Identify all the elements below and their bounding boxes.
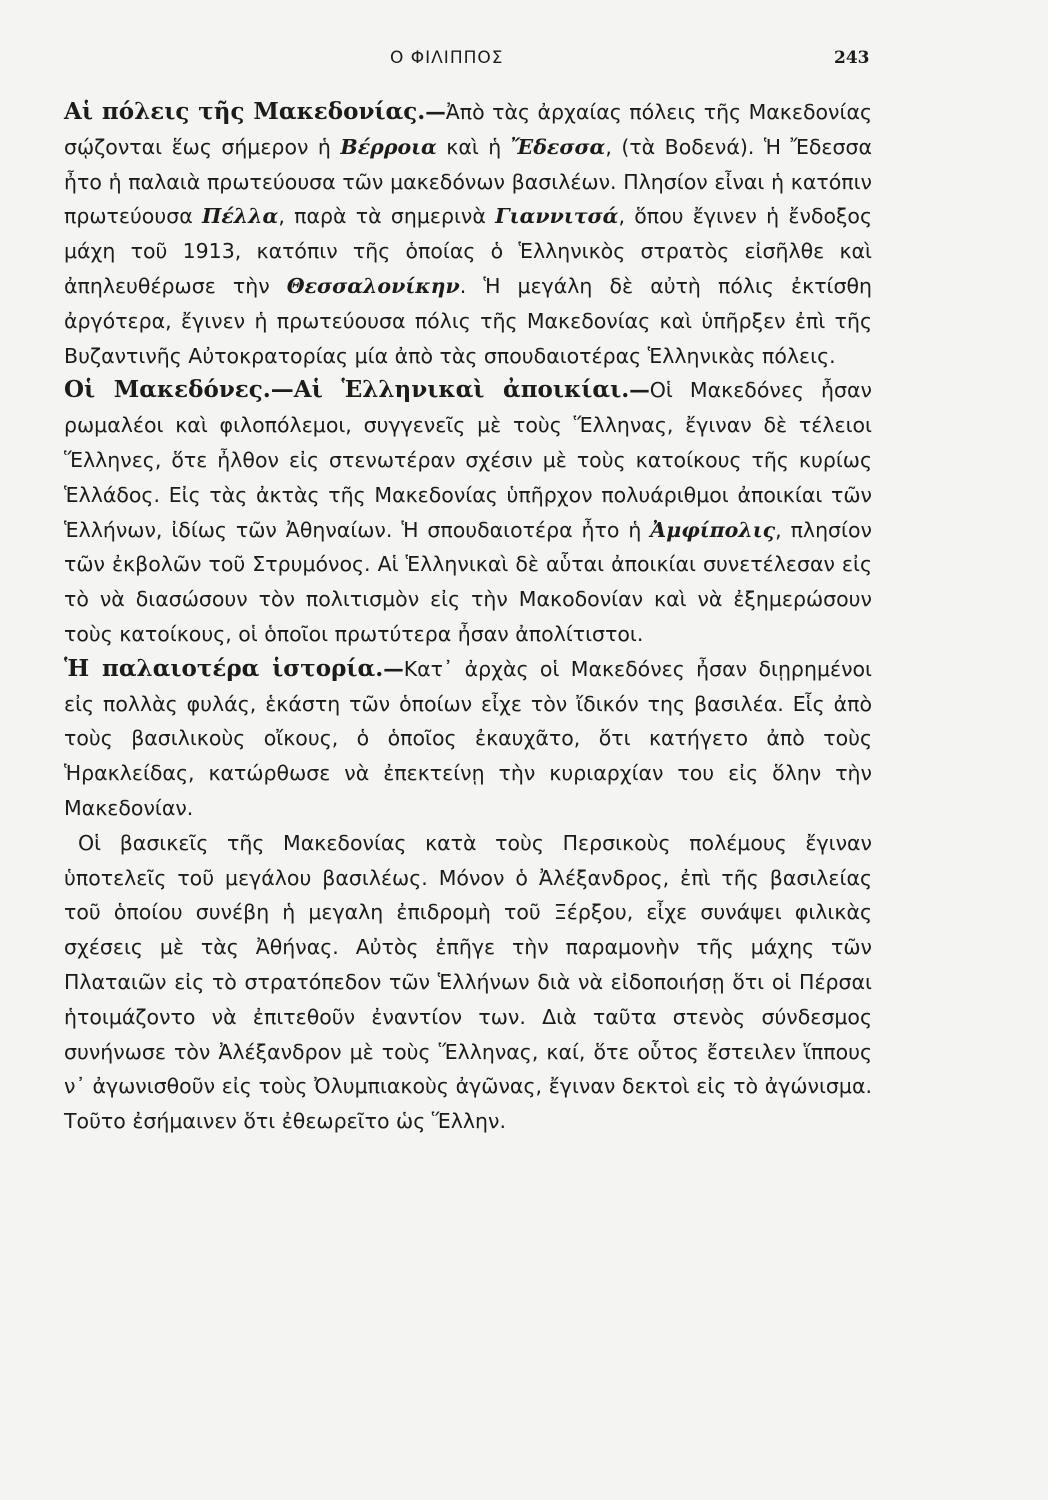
section-paragraph xyxy=(64,373,872,651)
section-heading: Αἱ πόλεις τῆς Μακεδονίας. xyxy=(64,98,426,125)
emphasized-place-name: Βέρροια xyxy=(340,134,437,159)
emphasized-place-name: Ἔδεσσα xyxy=(510,134,606,159)
text-run: . Ἡ μεγάλη δὲ αὐτὴ πόλις ἐκτίσθη ἀργότερα, ἔγινεν ἡ πρωτεύουσα πόλις τῆς Μακεδονίας καὶ ὑπῆρξεν ἐπὶ τῆς Βυζαντινῆς Αὐτοκρατορίας μία ἀπὸ τὰς σπουδαιοτέρας Ἑλληνικὰς πόλεις. xyxy=(64,273,872,368)
text-run: , πλησίον τῶν ἐκβολῶν τοῦ Στρυμόνος. Αἱ Ἑλληνικαὶ δὲ αὗται ἀποικίαι συνετέλεσαν εἰς τὸ νὰ διασώσουν τὸν πολιτισμὸν εἰς τὴν Μακοδονίαν καὶ νὰ ἐξημερώσουν τοὺς κατοίκους, οἱ ὁποῖοι πρωτύτερα ἦσαν ἀπολίτιστοι. xyxy=(64,517,872,646)
emphasized-place-name: Θεσσαλονίκην xyxy=(286,273,460,298)
text-run: Ἀπὸ τὰς ἀρχαίας πόλεις τῆς Μακεδονίας σῴζονται ἕως σήμερον ἡ xyxy=(64,100,872,159)
text-run: καὶ ἡ xyxy=(436,134,511,159)
text-run: , ὅπου ἔγινεν ἡ ἔνδοξος μάχη τοῦ 1913, κατόπιν τῆς ὁποίας ὁ Ἑλληνικὸς στρατὸς εἰσῆλθε καὶ ἀπηλευθέρωσε τὴν xyxy=(64,204,872,298)
text-run: , (τὰ Βοδενά). Ἡ Ἔδεσσα ἦτο ἡ παλαιὰ πρωτεύουσα τῶν μακεδόνων βασιλέων. Πλησίον εἶναι ἡ κατόπιν πρωτεύουσα xyxy=(64,134,872,229)
emphasized-place-name: Γιαννιτσά xyxy=(495,204,619,229)
body-text xyxy=(64,95,872,1139)
section-paragraph xyxy=(64,95,872,373)
section-runs xyxy=(64,100,872,368)
text-run: Κατ᾽ ἀρχὰς οἱ Μακεδόνες ἦσαν διῃρημένοι εἰς πολλὰς φυλάς, ἑκάστη τῶν ὁποίων εἶχε τὸν ἴδικόν της βασιλέα. Εἷς ἀπὸ τοὺς βασιλικοὺς οἴκους, ὁ ὁποῖος ἐκαυχᾶτο, ὅτι κατήγετο ἀπὸ τοὺς Ἡρακλείδας, κατώρθωσε νὰ ἐπεκτείνῃ τὴν κυριαρχίαν του εἰς ὅλην τὴν Μακεδονίαν. xyxy=(64,656,872,820)
emphasized-place-name: Ἀμφίπολις xyxy=(650,517,776,542)
running-title: Ο ΦΙΛΙΠΠΟΣ xyxy=(390,48,504,68)
heading-dash: — xyxy=(425,100,446,124)
emphasized-place-name: Πέλλα xyxy=(201,204,279,229)
running-header xyxy=(0,48,1048,74)
final-paragraph: Οἱ βασικεῖς τῆς Μακεδονίας κατὰ τοὺς Περσικοὺς πολέμους ἔγιναν ὑποτελεῖς τοῦ μεγάλου βασιλέως. Μόνον ὁ Ἀλέξανδρος, ἐπὶ τῆς βασιλείας τοῦ ὁποίου συνέβη ἡ μεγαλη ἐπιδρομὴ τοῦ Ξέρξου, εἶχε συνάψει φιλικὰς σχέσεις μὲ τὰς Ἀθήνας. Αὐτὸς ἐπῆγε τὴν παραμονὴν τῆς μάχης τῶν Πλαταιῶν εἰς τὸ στρατόπεδον τῶν Ἑλλήνων διὰ νὰ εἰδοποιήσῃ ὅτι οἱ Πέρσαι ἡτοιμάζοντο νὰ ἐπιτεθοῦν ἐναντίον των. Διὰ ταῦτα στενὸς σύνδεσμος συνήνωσε τὸν Ἀλέξανδρον μὲ τοὺς Ἕλληνας, καί, ὅτε οὗτος ἔστειλεν ἵππους ν᾽ ἀγωνισθοῦν εἰς τοὺς Ὀλυμπιακοὺς ἀγῶνας, ἔγιναν δεκτοὶ εἰς τὸ ἀγώνισμα. Τοῦτο ἐσήμαινεν ὅτι ἐθεωρεῖτο ὡς Ἕλλην. xyxy=(64,830,872,1134)
section-runs xyxy=(64,378,872,646)
section-heading: Οἱ Μακεδόνες.—Αἱ Ἑλληνικαὶ ἀποικίαι. xyxy=(64,376,630,404)
page-number: 243 xyxy=(834,48,870,68)
heading-dash: — xyxy=(629,378,650,403)
heading-dash: — xyxy=(383,656,404,681)
text-run: , παρὰ τὰ σημερινὰ xyxy=(278,204,496,229)
section-heading: Ἡ παλαιοτέρα ἱστορία. xyxy=(64,654,384,682)
text-run: Οἱ Μακεδόνες ἦσαν ρωμαλέοι καὶ φιλοπόλεμοι, συγγενεῖς μὲ τοὺς Ἕλληνας, ἔγιναν δὲ τέλειοι Ἕλληνες, ὅτε ἦλθον εἰς στενωτέραν σχέσιν μὲ τοὺς κατοίκους τῆς κυρίως Ἑλλάδος. Εἰς τὰς ἀκτὰς τῆς Μακεδονίας ὑπῆρχον πολυάριθμοι ἀποικίαι τῶν Ἑλλήνων, ἰδίως τῶν Ἀθηναίων. Ἡ σπουδαιοτέρα ἦτο ἡ xyxy=(64,378,872,542)
section-paragraph xyxy=(64,652,872,826)
